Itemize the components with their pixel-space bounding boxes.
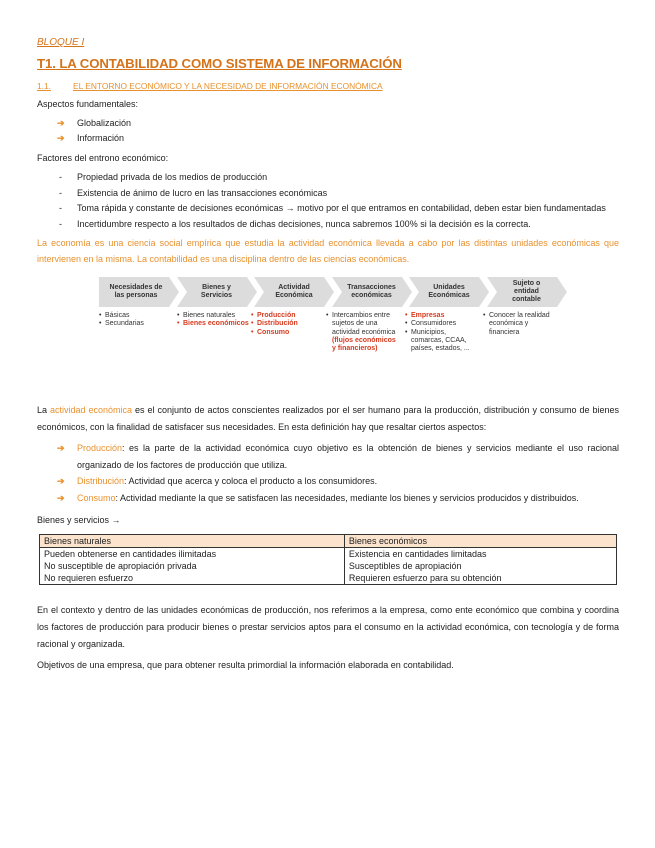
arrow-icon: ➔ [57, 118, 65, 128]
diagram-item: • Bienes naturales [177, 312, 249, 320]
list-item: - Toma rápida y constante de decisiones económicas → motivo por el que entramos en contabilidad, deben estar bien fundamentadas [59, 203, 606, 213]
bienes-heading: Bienes y servicios → [37, 515, 121, 525]
diagram-step-label: Transacciones económicas [347, 284, 396, 299]
factores-heading: Factores del entrono económico: [37, 153, 169, 163]
arrow-icon: ➔ [57, 133, 65, 143]
table-row: No susceptible de apropiación privada Susceptibles de apropiación [40, 560, 617, 572]
arrow-icon: ➔ [57, 443, 65, 453]
aspectos-list [37, 116, 619, 146]
diagram-chevron-step [254, 277, 334, 307]
factores-list [37, 170, 619, 232]
diagram-step-items [99, 312, 169, 329]
diagram-step-label: Unidades Económicas [428, 284, 470, 299]
list-item: - Propiedad privada de los medios de producción [59, 172, 268, 182]
list-item: - Existencia de ánimo de lucro en las transacciones económicas [59, 187, 328, 198]
diagram-item: • Municipios, comarcas, CCAA, países, estados, ... [405, 329, 477, 354]
list-item: ➔ Distribución: Actividad que acerca y coloca el producto a los consumidores. [37, 473, 619, 490]
diagram-step-label: Actividad Económica [275, 284, 313, 299]
bienes-table [39, 534, 617, 585]
diagram-item: • Producción [251, 312, 321, 320]
diagram-item: • Conocer la realidad económica y financiera [483, 312, 553, 337]
table-row: Pueden obtenerse en cantidades ilimitadas Existencia en cantidades limitadas [40, 548, 617, 561]
diagram-chevron-step [487, 277, 567, 307]
diagram-item: • Consumo [251, 329, 321, 337]
diagram-step-items [177, 312, 249, 329]
diagram-item: • Bienes económicos [177, 320, 249, 328]
table-row: No requieren esfuerzo Requieren esfuerzo para su obtención [40, 572, 617, 585]
diagram-chevron-step [332, 277, 412, 307]
list-item: ➔ Consumo: Actividad mediante la que se satisfacen las necesidades, mediante los bienes y servicios producidos y distribuidos. [37, 490, 619, 507]
diagram-step-label: Necesidades de las personas [109, 284, 163, 299]
diagram-step-items [251, 312, 321, 337]
diagram-item: • Consumidores [405, 320, 477, 328]
actividad-list [37, 440, 619, 506]
objetivos-paragraph: Objetivos de una empresa, que para obtener resulta primordial la información elaborada en contabilidad. [37, 660, 454, 670]
arrow-icon: ➔ [57, 476, 65, 486]
table-header-cell: Bienes económicos [344, 535, 616, 548]
diagram-item: • Intercambios entre sujetos de una actividad económica (flujos económicos y financieros) [326, 312, 398, 353]
list-item: ➔ Información [37, 131, 619, 146]
diagram-chevron-step [177, 277, 257, 307]
list-item: ➔ Producción: es la parte de la actividad económica cuyo objetivo es la obtención de bienes y servicios mediante el uso racional organizado de los factores de producción que utiliza. [37, 440, 619, 473]
diagram-item: • Secundarias [99, 320, 169, 328]
diagram-step-label: Sujeto o entidad contable [512, 280, 541, 303]
economia-paragraph: La economía es una ciencia social empírica que estudia la actividad económica llevada a cabo por las distintas unidades económicas que intervienen en la misma. La contabilidad es una disciplina dentro de las ciencias económicas. [37, 238, 619, 264]
diagram-chevron-step [99, 277, 179, 307]
diagram-step-items [483, 312, 553, 337]
economic-flow-diagram [37, 277, 619, 389]
table-header-row [40, 535, 617, 548]
diagram-item: • Empresas [405, 312, 477, 320]
diagram-chevron-step [409, 277, 489, 307]
table-header-cell: Bienes naturales [40, 535, 345, 548]
diagram-item: • Distribución [251, 320, 321, 328]
section-subtitle [37, 78, 619, 94]
diagram-step-items [405, 312, 477, 353]
bloque-label: BLOQUE I [37, 37, 85, 48]
actividad-paragraph: La actividad económica es el conjunto de actos conscientes realizados por el ser humano para la producción, distribución y consumo de bienes económicos, con la finalidad de satisfacer sus necesidades. En esta definición hay que resaltar ciertos aspectos: [37, 405, 619, 432]
page-title: T1. LA CONTABILIDAD COMO SISTEMA DE INFORMACIÓN [37, 56, 402, 71]
diagram-item: • Básicas [99, 312, 169, 320]
section-subtitle-text: EL ENTORNO ECONÓMICO Y LA NECESIDAD DE INFORMACIÓN ECONÓMICA [72, 81, 383, 91]
arrow-icon: ➔ [57, 492, 65, 503]
list-item: ➔ Globalización [37, 116, 619, 131]
aspectos-heading: Aspectos fundamentales: [37, 99, 139, 109]
list-item: - Incertidumbre respecto a los resultados de dichas decisiones, nunca sabremos 100% si la decisión es la correcta. [59, 218, 531, 229]
document-page [37, 34, 619, 673]
empresa-paragraph: En el contexto y dentro de las unidades económicas de producción, nos referimos a la empresa, como ente económico que combina y coordina los factores de producción para producir bienes o prestar servicios aptos para el consumo en la actividad económica, con tecnología y de forma racional y organizada. [37, 605, 619, 649]
diagram-step-label: Bienes y Servicios [200, 284, 233, 299]
diagram-item-note: (flujos económicos y financieros) [332, 336, 396, 353]
section-number: 1.1. [37, 81, 51, 91]
actividad-keyword: actividad económica [50, 405, 133, 415]
diagram-step-items [326, 312, 398, 353]
